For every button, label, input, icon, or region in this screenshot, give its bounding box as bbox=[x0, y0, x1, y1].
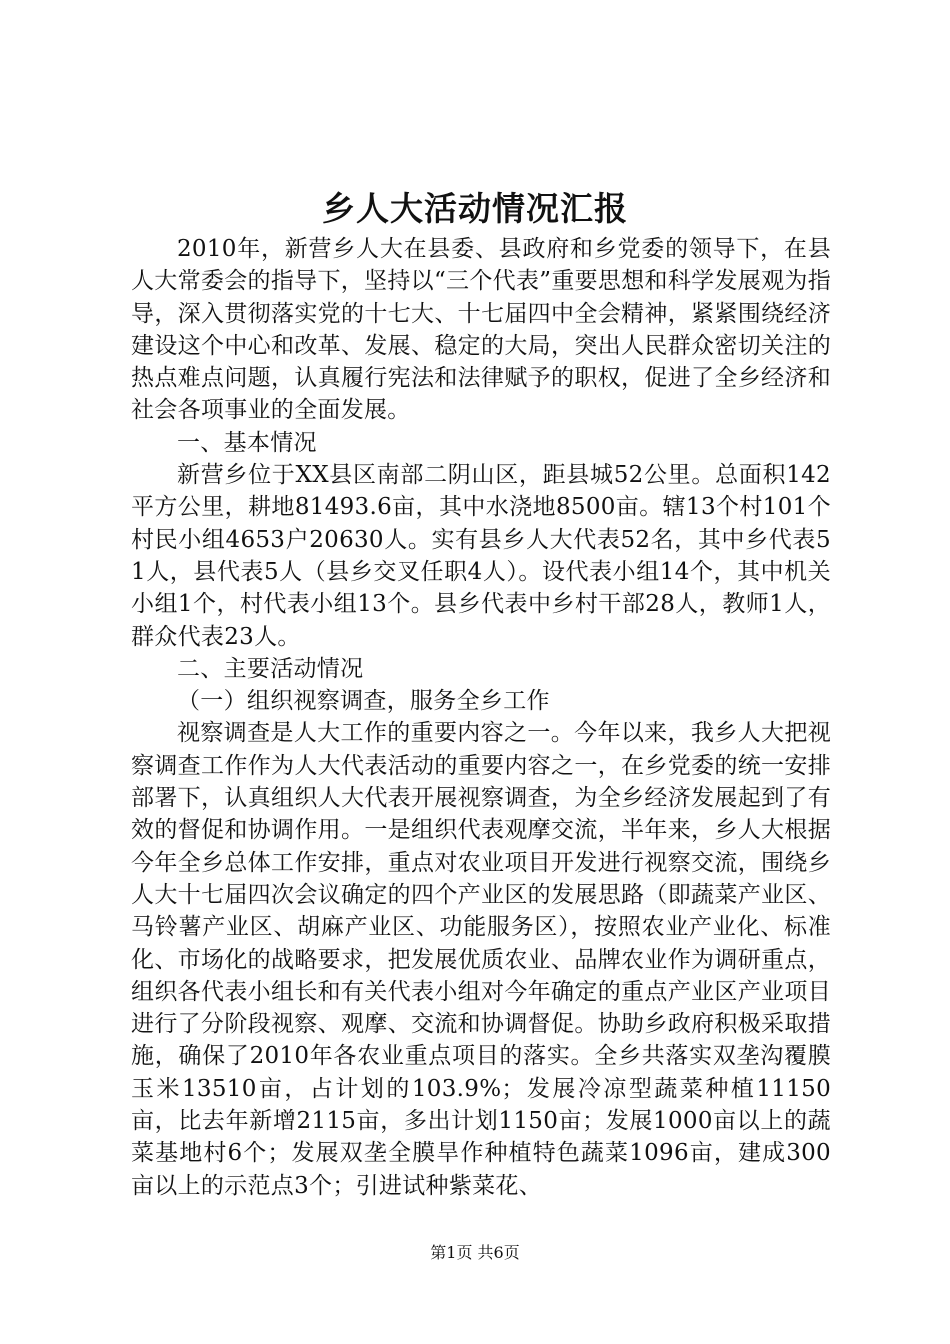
section-heading-main-activities: 二、主要活动情况 bbox=[177, 655, 364, 682]
inspection-paragraph: 视察调查是人大工作的重要内容之一。今年以来，我乡人大把视察调查工作作为人大代表活动的重要内容之一，在乡党委的统一安排部署下，认真组织人大代表开展视察调查，为全乡经济发展起到了有效的督促和协调作用。一是组织代表观摩交流，半年来，乡人大根据今年全乡总体工作安排，重点对农业项目开发进行视察交流，围绕乡人大十七届四次会议确定的四个产业区的发展思路（即蔬菜产业区、马铃薯产业区、胡麻产业区、功能服务区），按照农业产业化、标准化、市场化的战略要求，把发展优质农业、品牌农业作为调研重点，组织各代表小组长和有关代表小组对今年确定的重点产业区产业项目进行了分阶段视察、观摩、交流和协调督促。协助乡政府积极采取措施，确保了2010年各农业重点项目的落实。全乡共落实双垄沟覆膜玉米13510亩，占计划的103.9%；发展冷凉型蔬菜种植11150亩，比去年新增2115亩，多出计划1150亩；发展1000亩以上的蔬菜基地村6个；发展双垄全膜旱作种植特色蔬菜1096亩，建成300亩以上的示范点3个；引进试种紫菜花、 bbox=[131, 720, 831, 1199]
document-title: 乡人大活动情况汇报 bbox=[322, 189, 628, 228]
basic-situation-paragraph: 新营乡位于XX县区南部二阴山区，距县城52公里。总面积142平方公里，耕地81493.6亩，其中水浇地8500亩。辖13个村101个村民小组4653户20630人。实有县乡人大代表52名，其中乡代表51人，县代表5人（县乡交叉任职4人）。设代表小组14个，其中机关小组1个，村代表小组13个。县乡代表中乡村干部28人，教师1人，群众代表23人。 bbox=[131, 462, 831, 650]
section-heading-basic-situation: 一、基本情况 bbox=[177, 429, 317, 456]
page-footer: 第1页 共6页 bbox=[430, 1243, 520, 1262]
intro-paragraph: 2010年，新营乡人大在县委、县政府和乡党委的领导下，在县人大常委会的指导下，坚持以“三个代表”重要思想和科学发展观为指导，深入贯彻落实党的十七大、十七届四中全会精神，紧紧围绕经济建设这个中心和改革、发展、稳定的大局，突出人民群众密切关注的热点难点问题，认真履行宪法和法律赋予的职权，促进了全乡经济和社会各项事业的全面发展。 bbox=[131, 236, 831, 424]
subsection-heading-inspection: （一）组织视察调查，服务全乡工作 bbox=[177, 688, 550, 715]
document-body bbox=[131, 233, 831, 1202]
